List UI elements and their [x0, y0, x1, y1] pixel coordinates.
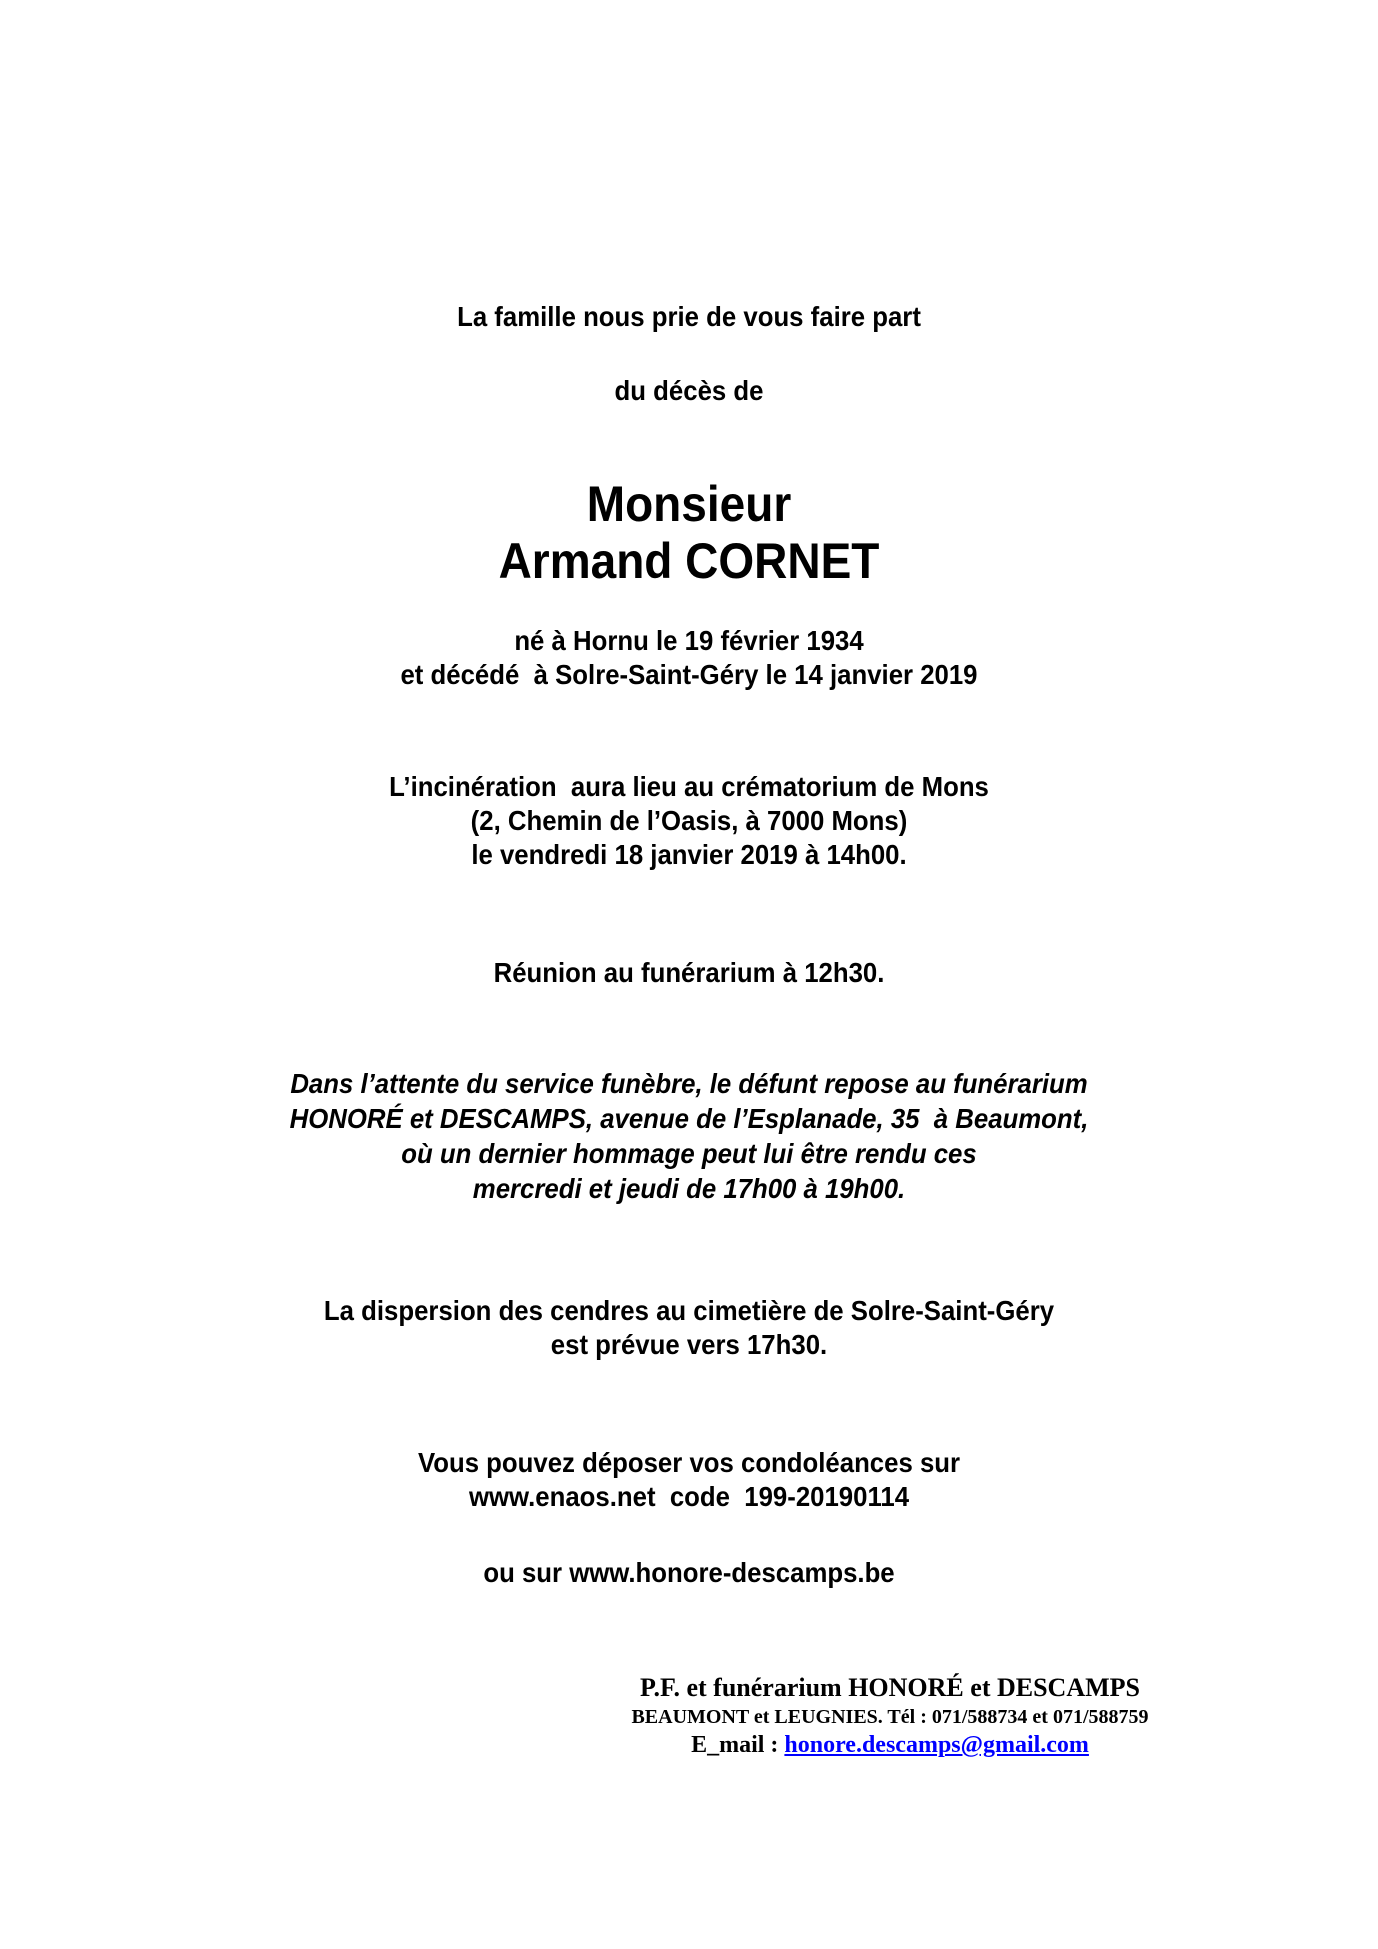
deceased-title: Monsieur — [586, 476, 792, 532]
repose-line-2: HONORÉ et DESCAMPS, avenue de l’Esplanade, 35 à Beaumont, — [289, 1103, 1089, 1134]
email-link[interactable]: honore.descamps@gmail.com — [784, 1732, 1089, 1758]
cremation-section — [0, 770, 1378, 872]
announcement-section — [0, 374, 1378, 408]
birth-line: né à Hornu le 19 février 1934 — [514, 625, 864, 656]
footer-contact-line: BEAUMONT et LEUGNIES. Tél : 071/588734 et 071/588759 — [631, 1706, 1149, 1728]
footer-email-line — [600, 1730, 1180, 1760]
repose-line-1: Dans l’attente du service funèbre, le défunt repose au funérarium — [290, 1068, 1088, 1099]
condolences-line-1: Vous pouvez déposer vos condoléances sur — [417, 1447, 961, 1478]
reunion-line: Réunion au funérarium à 12h30. — [493, 957, 885, 988]
reunion-section — [0, 956, 1378, 990]
intro-line: La famille nous prie de vous faire part — [457, 301, 921, 332]
alt-site-line: ou sur www.honore-descamps.be — [483, 1557, 895, 1588]
intro-section — [0, 300, 1378, 334]
footer-company-line: P.F. et funérarium HONORÉ et DESCAMPS — [639, 1673, 1140, 1702]
cremation-line-1: L’incinération aura lieu au crématorium de Mons — [389, 771, 989, 802]
alt-site-section — [0, 1556, 1378, 1590]
death-line: et décédé à Solre-Saint-Géry le 14 janvier 2019 — [400, 659, 978, 690]
cremation-line-3: le vendredi 18 janvier 2019 à 14h00. — [471, 839, 907, 870]
deces-line: du décès de — [614, 375, 764, 406]
funeral-home-footer — [600, 1672, 1180, 1760]
email-label: E_mail : — [691, 1732, 785, 1758]
repose-line-4: mercredi et jeudi de 17h00 à 19h00. — [472, 1173, 906, 1204]
dispersion-line-2: est prévue vers 17h30. — [550, 1329, 828, 1360]
condolences-line-2: www.enaos.net code 199-20190114 — [468, 1481, 910, 1512]
dispersion-section — [0, 1294, 1378, 1362]
dispersion-line-1: La dispersion des cendres au cimetière de Solre-Saint-Géry — [323, 1295, 1055, 1326]
deceased-name-section — [0, 476, 1378, 590]
repose-section — [0, 1066, 1378, 1206]
condolences-section — [0, 1446, 1378, 1514]
repose-line-3: où un dernier hommage peut lui être rendu ces — [401, 1138, 977, 1169]
cremation-line-2: (2, Chemin de l’Oasis, à 7000 Mons) — [470, 805, 908, 836]
deceased-name: Armand CORNET — [498, 533, 880, 589]
birth-death-section — [0, 624, 1378, 692]
